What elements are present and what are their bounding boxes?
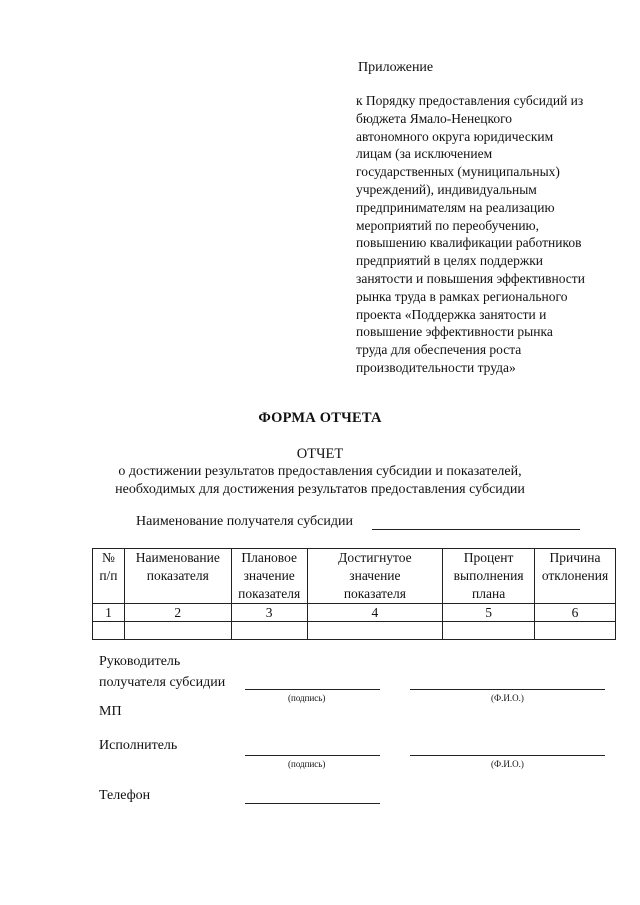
phone-label: Телефон [99, 788, 151, 803]
report-subtitle [0, 463, 640, 499]
table-number-row [93, 604, 616, 622]
executor-signature-line[interactable] [245, 755, 380, 756]
appendix-line: предпринимателям на реализацию [356, 199, 555, 215]
table-row [93, 622, 616, 640]
appendix-line: повышение эффективности рынка [356, 324, 553, 340]
column-number: 6 [535, 604, 616, 622]
col-header-planned-value: Плановое значение показателя [231, 549, 307, 604]
appendix-line: мероприятий по переобучению, [356, 217, 540, 233]
appendix-line: государственных (муниципальных) [356, 164, 560, 180]
table-cell[interactable] [124, 622, 231, 640]
appendix-text [356, 92, 626, 377]
appendix-line: труда для обеспечения роста [356, 342, 522, 358]
stamp-label: МП [99, 704, 122, 719]
phone-line[interactable] [245, 803, 380, 804]
column-number: 3 [231, 604, 307, 622]
report-subtitle-line: необходимых для достижения результатов предоставления субсидии [115, 482, 525, 497]
head-name-line[interactable] [410, 689, 605, 690]
appendix-line: проекта «Поддержка занятости и [356, 306, 547, 322]
recipient-name-field[interactable] [372, 529, 580, 530]
table-cell[interactable] [535, 622, 616, 640]
appendix-line: рынка труда в рамках регионального [356, 288, 568, 304]
col-header-achieved-value: Достигнутое значение показателя [307, 549, 443, 604]
appendix-title: Приложение [358, 60, 434, 75]
appendix-line: бюджета Ямало-Ненецкого [356, 110, 513, 126]
table-cell[interactable] [307, 622, 443, 640]
table-cell[interactable] [93, 622, 125, 640]
appendix-line: лицам (за исключением [356, 146, 493, 162]
col-header-number: № п/п [93, 549, 125, 604]
col-header-completion-percent: Процент выполнения плана [443, 549, 535, 604]
column-number: 1 [93, 604, 125, 622]
executor-label: Исполнитель [99, 738, 178, 753]
indicators-table [92, 548, 616, 640]
head-signature-line[interactable] [245, 689, 380, 690]
signature-hint: (подпись) [288, 759, 326, 769]
appendix-line: учреждений), индивидуальным [356, 181, 537, 197]
name-hint: (Ф.И.О.) [491, 759, 524, 769]
recipient-label: Наименование получателя субсидии [136, 514, 353, 529]
report-subtitle-line: о достижении результатов предоставления субсидии и показателей, [118, 464, 522, 479]
head-label-recipient: получателя субсидии [99, 675, 226, 690]
col-header-indicator-name: Наименование показателя [124, 549, 231, 604]
column-number: 2 [124, 604, 231, 622]
head-label: Руководитель [99, 654, 181, 669]
appendix-line: к Порядку предоставления субсидий из [356, 93, 584, 108]
column-number: 4 [307, 604, 443, 622]
col-header-deviation-reason: Причина отклонения [535, 549, 616, 604]
appendix-line: повышению квалификации работников [356, 235, 582, 251]
table-header-row [93, 549, 616, 604]
column-number: 5 [443, 604, 535, 622]
signature-hint: (подпись) [288, 693, 326, 703]
executor-name-line[interactable] [410, 755, 605, 756]
name-hint: (Ф.И.О.) [491, 693, 524, 703]
table-cell[interactable] [231, 622, 307, 640]
report-title: ОТЧЕТ [296, 446, 344, 462]
form-title: ФОРМА ОТЧЕТА [258, 410, 382, 426]
appendix-line: занятости и повышения эффективности [356, 270, 585, 286]
appendix-line: производительности труда» [356, 359, 516, 375]
appendix-line: предприятий в целях поддержки [356, 253, 544, 269]
appendix-line: автономного округа юридическим [356, 128, 554, 144]
table-cell[interactable] [443, 622, 535, 640]
